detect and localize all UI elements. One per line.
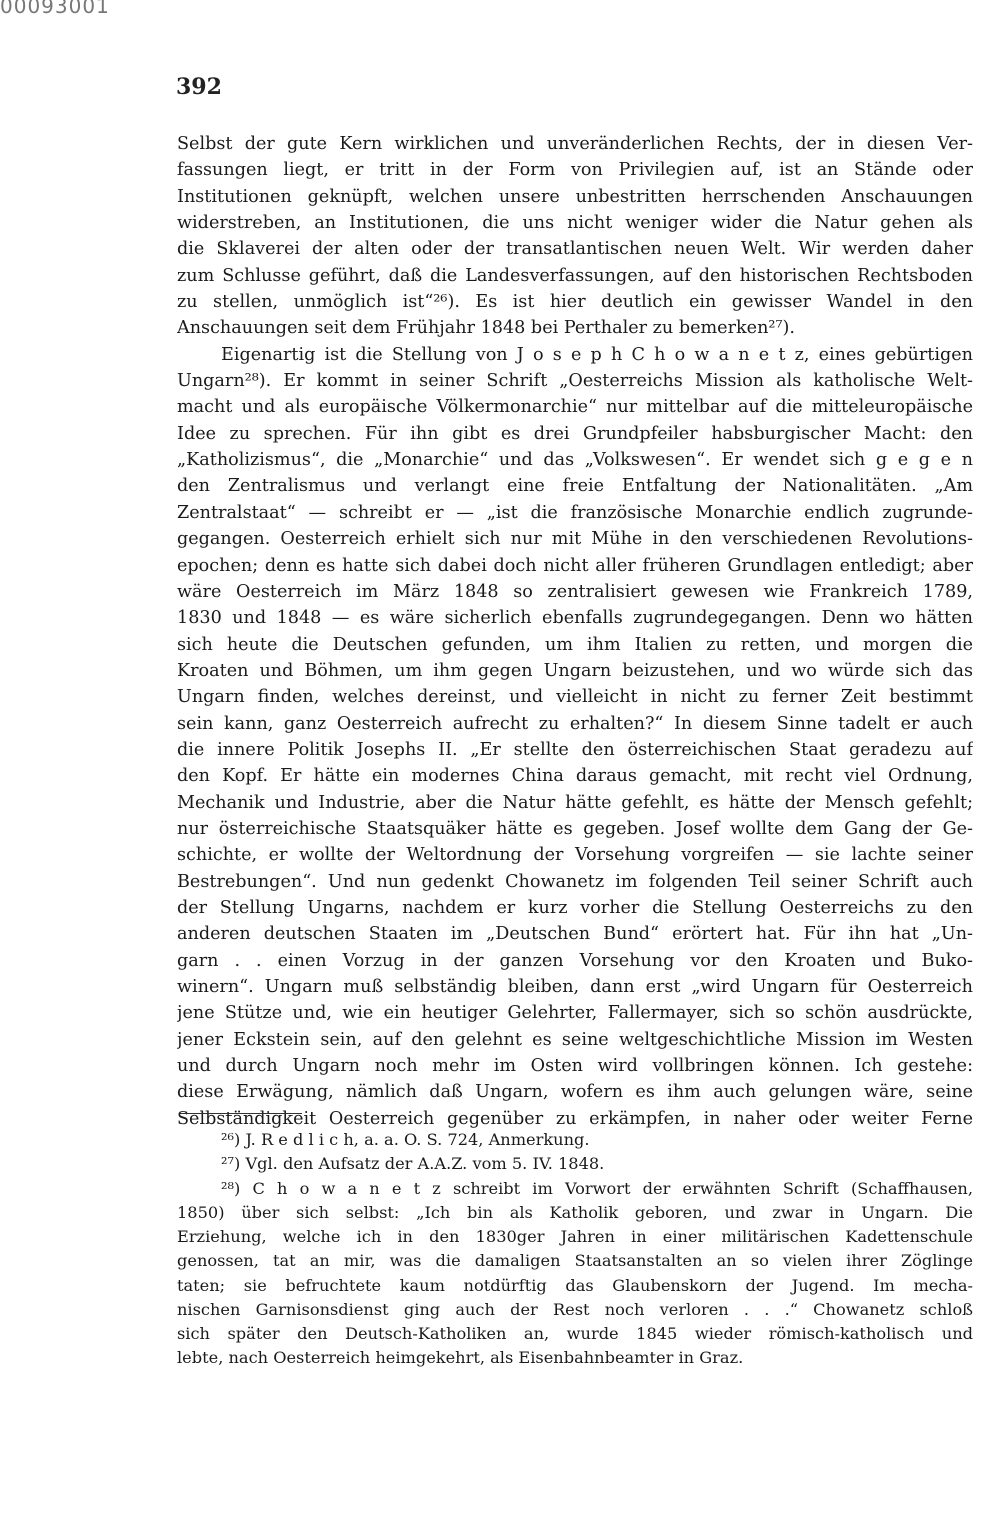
scan-label: 00093001 (0, 0, 110, 18)
text-line: der Stellung Ungarns, nachdem er kurz vorher die Stellung Oesterreichs zu den (177, 897, 973, 918)
text-line: wäre Oesterreich im März 1848 so zentralisiert gewesen wie Frankreich 1789, (177, 581, 973, 602)
text-line: sein kann, ganz Oesterreich aufrecht zu erhalten?“ In diesem Sinne tadelt er auch (177, 713, 973, 734)
text-line: Anschauungen seit dem Frühjahr 1848 bei Perthaler zu bemerken²⁷). (177, 318, 795, 339)
text-line: fassungen liegt, er tritt in der Form von Privilegien auf, ist an Stände oder (177, 160, 973, 181)
text-line: Selbständigkeit Oesterreich gegenüber zu erkämpfen, in naher oder weiter Ferne (177, 1108, 973, 1129)
text-line: die Sklaverei der alten oder der transatlantischen neuen Welt. Wir werden daher (177, 239, 973, 260)
text-line: Institutionen geknüpft, welchen unsere unbestritten herrschenden Anschauungen (177, 186, 973, 207)
text-line: und durch Ungarn noch mehr im Osten wird vollbringen können. Ich gestehe: (177, 1056, 973, 1077)
footnote-line: sich später den Deutsch-Katholiken an, wurde 1845 wieder römisch-katholisch und (177, 1324, 973, 1343)
main-text (177, 131, 973, 1132)
footnote-line: nischen Garnisonsdienst ging auch der Rest noch verloren . . .“ Chowanetz schloß (177, 1299, 973, 1319)
text-line: Ungarn finden, welches dereinst, und vielleicht in nicht zu ferner Zeit bestimmt (177, 687, 973, 708)
text-line: zu stellen, unmöglich ist“²⁶). Es ist hier deutlich ein gewisser Wandel in den (177, 292, 973, 313)
text-line: macht und als europäische Völkermonarchie“ nur mittelbar auf die mitteleuropäische (177, 397, 973, 418)
text-line: Eigenartig ist die Stellung von J o s e p h C h o w a n e t z, eines gebürtigen (221, 344, 973, 365)
text-line: diese Erwägung, nämlich daß Ungarn, wofern es ihm auch gelungen wäre, seine (177, 1082, 973, 1103)
text-line: den Kopf. Er hätte ein modernes China daraus gemacht, mit recht viel Ordnung, (177, 766, 973, 787)
text-line: jene Stütze und, wie ein heutiger Gelehrter, Fallermayer, sich so schön ausdrückte, (177, 1003, 973, 1024)
footnote-line: 1850) über sich selbst: „Ich bin als Katholik geboren, und zwar in Ungarn. Die (177, 1202, 973, 1222)
text-line: nur österreichische Staatsquäker hätte es gegeben. Josef wollte dem Gang der Ge- (177, 818, 973, 839)
text-line: den Zentralismus und verlangt eine freie Entfaltung der Nationalitäten. „Am (177, 476, 973, 497)
text-line: Bestrebungen“. Und nun gedenkt Chowanetz im folgenden Teil seiner Schrift auch (177, 871, 973, 892)
footnote-26: ²⁶) J. R e d l i c h, a. a. O. S. 724, Anmerkung. (221, 1130, 590, 1149)
text-line: Zentralstaat“ — schreibt er — „ist die französische Monarchie endlich zugrunde- (177, 502, 973, 523)
text-line: sich heute die Deutschen gefunden, um ihm Italien zu retten, und morgen die (177, 634, 973, 655)
text-line: gegangen. Oesterreich erhielt sich nur mit Mühe in den verschiedenen Revolutions- (177, 529, 973, 550)
text-line: Ungarn²⁸). Er kommt in seiner Schrift „Oesterreichs Mission als katholische Welt- (177, 371, 973, 392)
footnote-line: taten; sie befruchtete kaum notdürftig das Glaubenskorn der Jugend. Im mecha- (177, 1275, 973, 1295)
text-line: zum Schlusse geführt, daß die Landesverfassungen, auf den historischen Rechtsboden (177, 265, 973, 286)
footnote-28: ²⁸) C h o w a n e t z schreibt im Vorwort der erwähnten Schrift (Schaffhausen, (221, 1178, 973, 1198)
text-line: schichte, er wollte der Weltordnung der Vorsehung vorgreifen — sie lachte seiner (177, 845, 973, 866)
text-line: anderen deutschen Staaten im „Deutschen Bund“ erörtert hat. Für ihn hat „Un- (177, 924, 973, 945)
text-line: 1830 und 1848 — es wäre sicherlich ebenfalls zugrundegegangen. Denn wo hätten (177, 608, 973, 629)
text-line: Kroaten und Böhmen, um ihm gegen Ungarn beizustehen, und wo würde sich das (177, 660, 973, 681)
footnote-line: Erziehung, welche ich in den 1830ger Jahren in einer militärischen Kadettenschule (177, 1227, 973, 1246)
text-line: die innere Politik Josephs II. „Er stellte den österreichischen Staat geradezu auf (177, 739, 973, 760)
footnotes (177, 1128, 973, 1371)
text-line: garn . . einen Vorzug in der ganzen Vorsehung vor den Kroaten und Buko- (177, 950, 973, 971)
footnote-line: lebte, nach Oesterreich heimgekehrt, als Eisenbahnbeamter in Graz. (177, 1348, 744, 1368)
text-line: winern“. Ungarn muß selbständig bleiben, dann erst „wird Ungarn für Oesterreich (177, 977, 973, 997)
text-line: jener Eckstein sein, auf den gelehnt es seine weltgeschichtliche Mission im Westen (177, 1029, 973, 1050)
footnote-line: genossen, tat an mir, was die damaligen Staatsanstalten an so vielen ihrer Zöglinge (177, 1251, 973, 1271)
text-line: Selbst der gute Kern wirklichen und unveränderlichen Rechts, der in diesen Ver- (177, 134, 973, 154)
text-line: Idee zu sprechen. Für ihn gibt es drei Grundpfeiler habsburgischer Macht: den (177, 423, 973, 444)
text-line: „Katholizismus“, die „Monarchie“ und das „Volkswesen“. Er wendet sich g e g e n (177, 450, 973, 471)
footnote-divider (180, 1113, 302, 1114)
text-line: epochen; denn es hatte sich dabei doch nicht aller früheren Grundlagen entledigt; aber (177, 555, 973, 576)
text-line: Mechanik und Industrie, aber die Natur hätte gefehlt, es hätte der Mensch gefehlt; (177, 792, 973, 813)
text-line: widerstreben, an Institutionen, die uns nicht weniger wider die Natur gehen als (177, 213, 973, 234)
page-number: 392 (176, 74, 222, 100)
footnote-27: ²⁷) Vgl. den Aufsatz der A.A.Z. vom 5. IV. 1848. (221, 1154, 605, 1174)
